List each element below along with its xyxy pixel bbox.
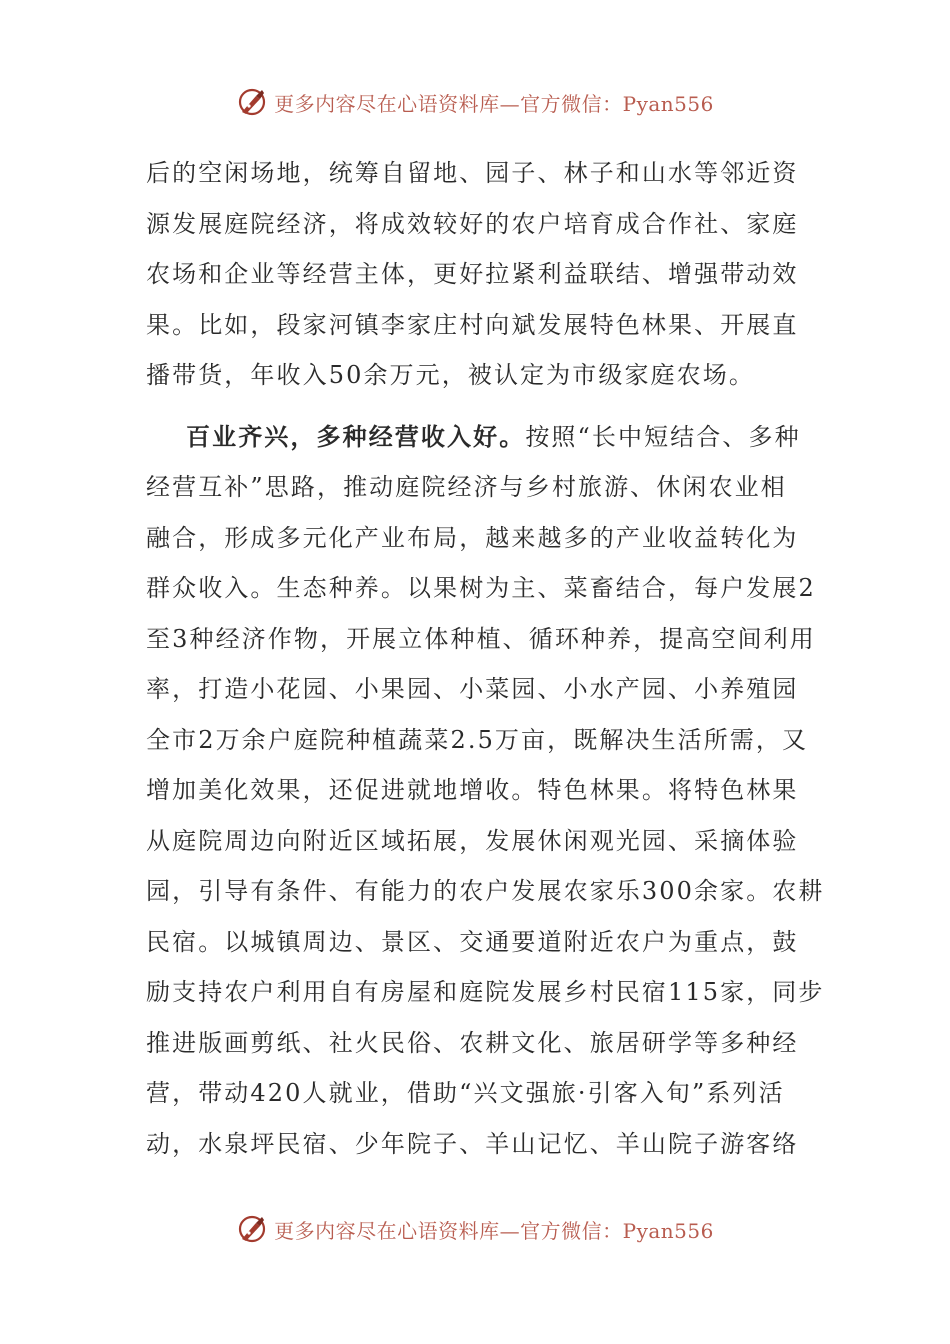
text-line: 动，水泉坪民宿、少年院子、羊山记忆、羊山院子游客络 <box>146 1129 799 1158</box>
text-line: 民宿。以城镇周边、景区、交通要道附近农户为重点，鼓 <box>146 927 799 956</box>
text-line: 后的空闲场地，统筹自留地、园子、林子和山水等邻近资 <box>146 159 799 187</box>
pen-nib-logo-icon <box>236 86 268 118</box>
text-line: 率，打造小花园、小果园、小菜园、小水产园、小养殖园 <box>146 675 799 703</box>
text-line: 播带货，年收入50余万元，被认定为市级家庭农场。 <box>146 361 755 389</box>
text-line: 励支持农户利用自有房屋和庭院发展乡村民宿115家，同步 <box>146 978 825 1006</box>
text-line: 经营互补”思路，推动庭院经济与乡村旅游、休闲农业相 <box>146 473 787 501</box>
text-line: 至3种经济作物，开展立体种植、循环种养，提高空间利用 <box>146 624 816 653</box>
text-span: 按照“长中短结合、多种 <box>525 422 801 451</box>
text-line: 群众收入。生态种养。以果树为主、菜畜结合，每户发展2 <box>146 574 816 602</box>
text-line: 农场和企业等经营主体，更好拉紧利益联结、增强带动效 <box>146 260 799 288</box>
text-line: 全市2万余户庭院种植蔬菜2.5万亩，既解决生活所需，又 <box>146 725 809 754</box>
paragraph <box>146 148 806 401</box>
text-line: 推进版画剪纸、社火民俗、农耕文化、旅居研学等多种经 <box>146 1028 799 1057</box>
text-line <box>146 412 806 463</box>
text-line: 源发展庭院经济，将成效较好的农户培育成合作社、家庭 <box>146 209 799 238</box>
text-line: 果。比如，段家河镇李家庄村向斌发展特色林果、开展直 <box>146 310 799 339</box>
watermark-text: 更多内容尽在心语资料库—官方微信：Pyan556 <box>274 91 714 116</box>
text-line: 园，引导有条件、有能力的农户发展农家乐300余家。农耕 <box>146 877 825 905</box>
header-watermark <box>0 82 950 122</box>
watermark-text: 更多内容尽在心语资料库—官方微信：Pyan556 <box>274 1218 714 1243</box>
footer-watermark <box>0 1209 950 1249</box>
document-body <box>146 148 825 1169</box>
paragraph-heading: 百业齐兴，多种经营收入好。 <box>186 421 526 451</box>
text-line: 从庭院周边向附近区域拓展，发展休闲观光园、采摘体验 <box>146 826 799 855</box>
pen-nib-logo-icon <box>236 1213 268 1245</box>
text-line: 营，带动420人就业，借助“兴文强旅·引客入旬”系列活 <box>146 1079 785 1107</box>
text-line: 增加美化效果，还促进就地增收。特色林果。将特色林果 <box>146 776 799 804</box>
text-line: 融合，形成多元化产业布局，越来越多的产业收益转化为 <box>146 523 799 552</box>
paragraph <box>146 412 825 1170</box>
